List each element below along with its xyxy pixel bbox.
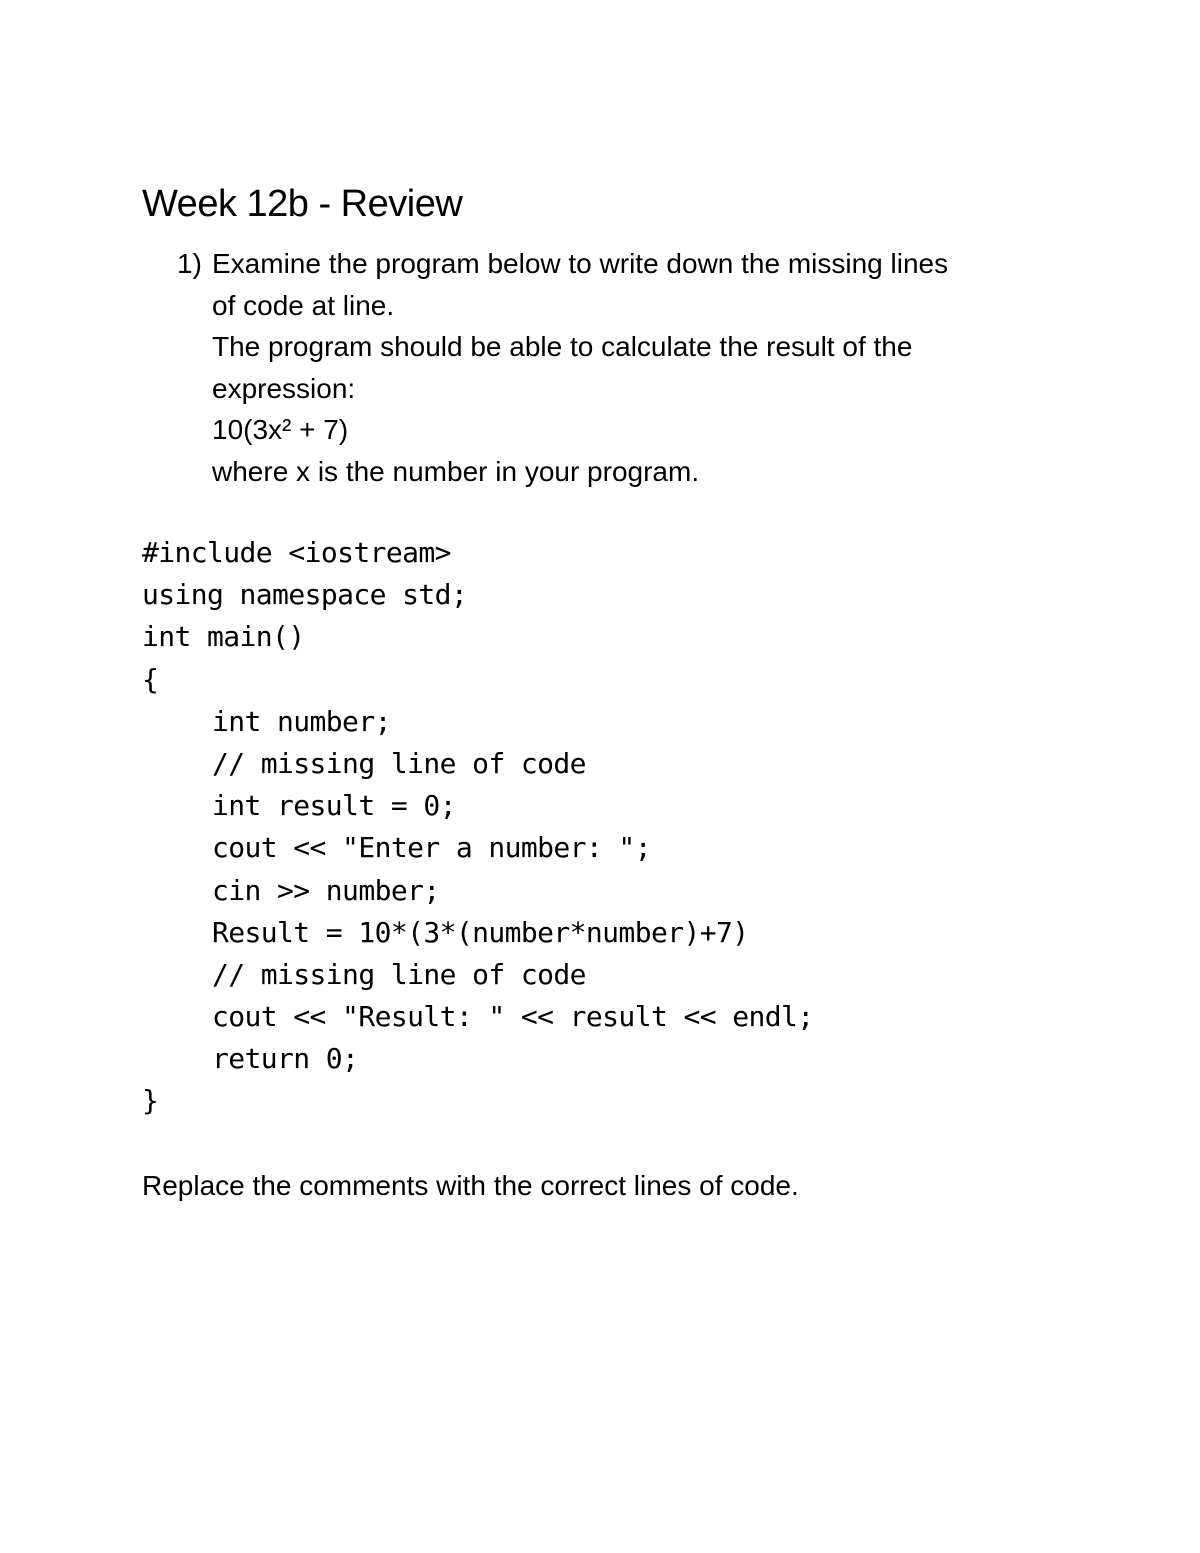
page-title: Week 12b - Review [142,183,463,225]
code-line: // missing line of code [212,746,586,780]
instruction-text: Replace the comments with the correct lines of code. [142,1170,799,1201]
code-line: Result = 10*(3*(number*number)+7) [212,915,749,949]
code-line: cout << "Result: " << result << endl; [212,1000,814,1034]
code-line: cin >> number; [212,873,440,907]
code-line: cout << "Enter a number: "; [212,831,651,865]
code-line: using namespace std; [142,578,468,612]
question-number: 1) [177,248,202,279]
question-line: The program should be able to calculate the result of the [212,331,913,362]
question-line: expression: [212,372,356,404]
question-line: where x is the number in your program. [212,455,700,487]
code-line: int main() [142,620,305,654]
code-line: int number; [212,704,391,738]
expression-line: 10(3x² + 7) [212,414,349,445]
code-line: } [142,1084,159,1118]
question-line: Examine the program below to write down the missing lines [212,248,949,279]
question-1 [177,243,1077,492]
code-line: // missing line of code [212,957,586,991]
question-line: of code at line. [212,289,395,321]
code-block [142,532,814,1123]
code-line: #include <iostream> [142,536,451,569]
code-line: { [142,662,159,696]
code-line: int result = 0; [212,789,456,823]
question-body [212,243,1077,492]
code-line: return 0; [212,1042,359,1076]
